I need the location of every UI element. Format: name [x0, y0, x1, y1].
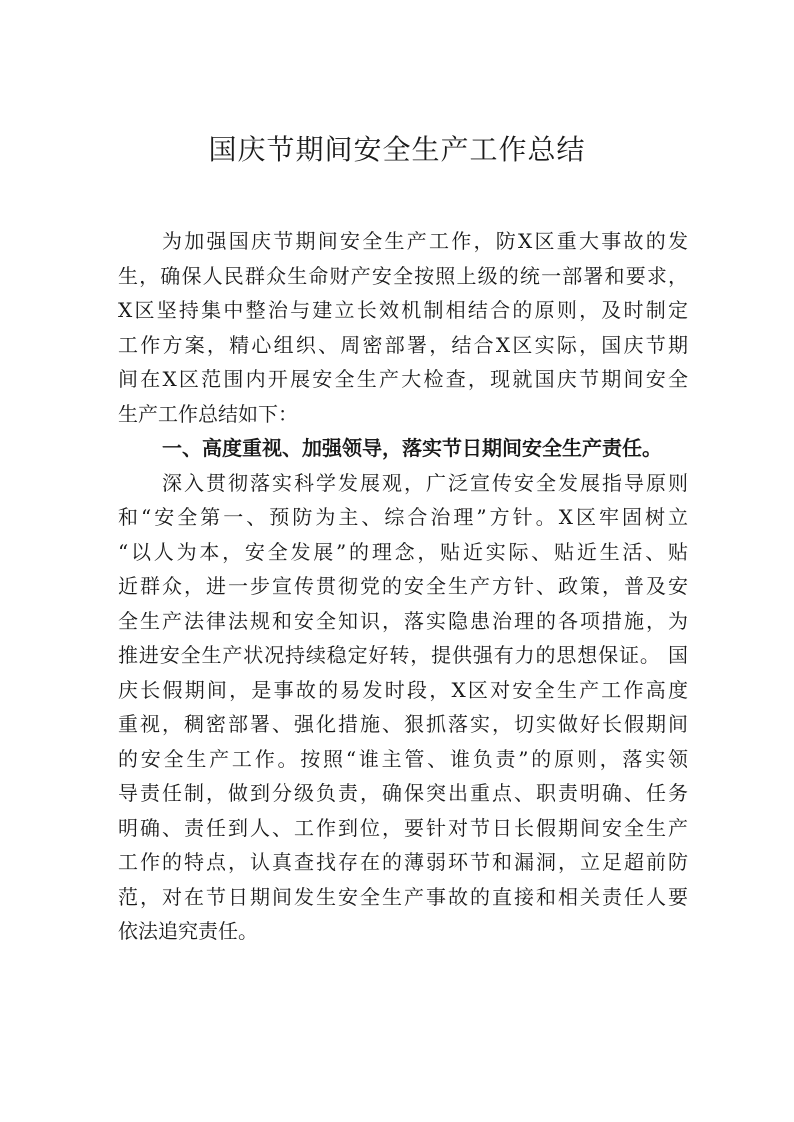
paragraph-line: 为加强国庆节期间安全生产工作，防X区重大事故的发 — [162, 229, 688, 253]
paragraph-line: 工作方案，精心组织、周密部署，结合X区实际，国庆节期 — [118, 332, 688, 357]
paragraph-line: 生，确保人民群众生命财产安全按照上级的统一部署和要求， — [118, 263, 688, 288]
paragraph-line: 推进安全生产状况持续稳定好转，提供强有力的思想保证。 国 — [118, 643, 688, 667]
paragraph-line: 重视，稠密部署、强化措施、狠抓落实，切实做好长假期间 — [118, 712, 688, 736]
paragraph-line: 庆长假期间，是事故的易发时段，X区对安全生产工作高度 — [118, 677, 688, 702]
paragraph-line: 明确、责任到人、工作到位，要针对节日长假期间安全生产 — [118, 815, 688, 840]
intro-paragraph — [118, 224, 688, 431]
paragraph-line: 工作的特点，认真查找存在的薄弱环节和漏洞，立足超前防 — [118, 850, 688, 874]
section-heading: 一、高度重视、加强领导，落实节日期间安全生产责任。 — [162, 436, 662, 460]
paragraph-line: X区坚持集中整治与建立长效机制相结合的原则，及时制定 — [118, 298, 688, 322]
paragraph-line: 间在X区范围内开展安全生产大检查，现就国庆节期间安全 — [118, 367, 688, 391]
paragraph-line: 深入贯彻落实科学发展观，广泛宣传安全发展指导原则 — [162, 470, 688, 495]
document-title: 国庆节期间安全生产工作总结 — [208, 133, 586, 166]
document-body — [118, 224, 688, 949]
paragraph-line: 和“安全第一、预防为主、综合治理”方针。X区牢固树立 — [118, 505, 688, 529]
paragraph-line: 的安全生产工作。按照“谁主管、谁负责”的原则，落实领 — [118, 746, 688, 771]
paragraph-line: 生产工作总结如下： — [118, 401, 298, 426]
paragraph-line: 依法追究责任。 — [118, 919, 258, 943]
paragraph-line: 近群众，进一步宣传贯彻党的安全生产方针、政策，普及安 — [118, 574, 688, 598]
paragraph-line: 范，对在节日期间发生安全生产事故的直接和相关责任人要 — [118, 884, 688, 909]
paragraph-line: 导责任制，做到分级负责，确保突出重点、职责明确、任务 — [118, 781, 688, 805]
paragraph-line: 全生产法律法规和安全知识，落实隐患治理的各项措施，为 — [118, 608, 688, 633]
section1-paragraph — [118, 466, 688, 949]
paragraph-line: “以人为本，安全发展”的理念，贴近实际、贴近生活、贴 — [118, 539, 688, 564]
